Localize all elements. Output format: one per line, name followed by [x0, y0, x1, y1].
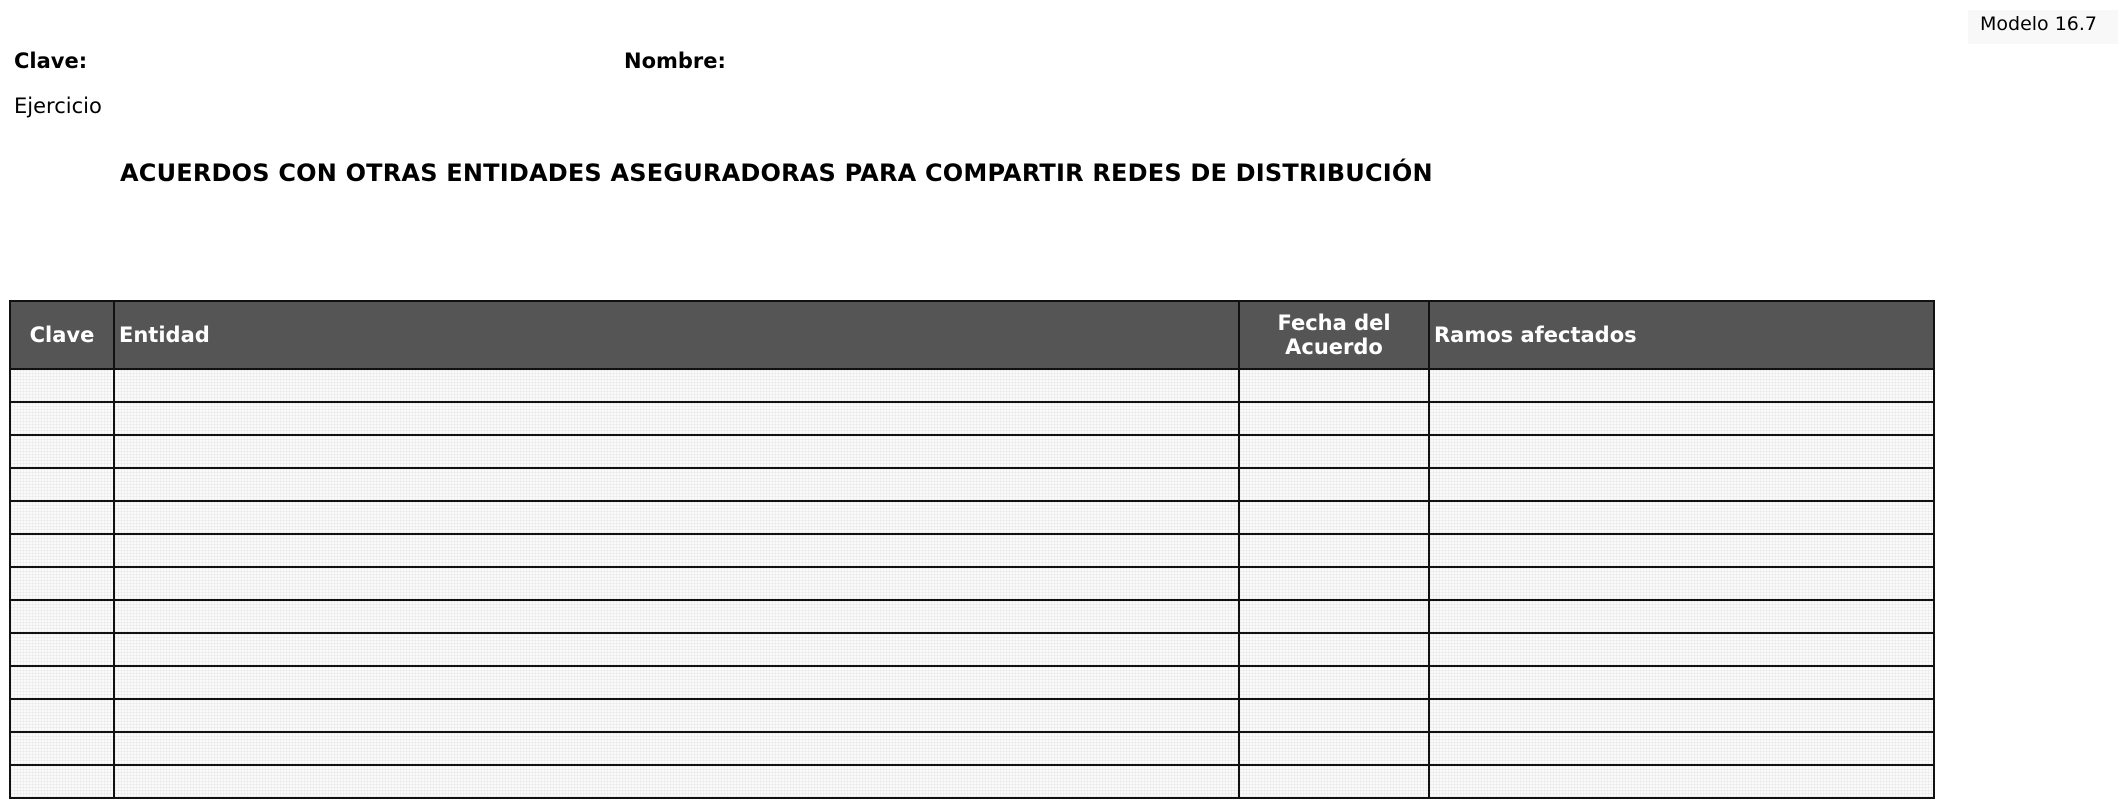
entidad-cell[interactable] — [114, 666, 1239, 699]
table-row — [10, 600, 1934, 633]
table-row — [10, 567, 1934, 600]
column-header-fecha-line2: Acuerdo — [1285, 335, 1383, 359]
fecha-cell[interactable] — [1239, 402, 1429, 435]
table-header-row — [10, 301, 1934, 369]
table-row — [10, 699, 1934, 732]
clave-cell[interactable] — [10, 732, 114, 765]
entidad-cell[interactable] — [114, 435, 1239, 468]
clave-cell[interactable] — [10, 600, 114, 633]
clave-cell[interactable] — [10, 435, 114, 468]
entidad-cell[interactable] — [114, 633, 1239, 666]
ramos-cell[interactable] — [1429, 666, 1934, 699]
table-row — [10, 435, 1934, 468]
entidad-cell[interactable] — [114, 732, 1239, 765]
table-row — [10, 633, 1934, 666]
table-row — [10, 402, 1934, 435]
entidad-cell[interactable] — [114, 699, 1239, 732]
entidad-cell[interactable] — [114, 501, 1239, 534]
clave-cell[interactable] — [10, 567, 114, 600]
table-body — [10, 369, 1934, 798]
ramos-cell[interactable] — [1429, 600, 1934, 633]
fecha-cell[interactable] — [1239, 666, 1429, 699]
table-row — [10, 666, 1934, 699]
entidad-cell[interactable] — [114, 534, 1239, 567]
ejercicio-label: Ejercicio — [14, 94, 102, 118]
table-row — [10, 468, 1934, 501]
ramos-cell[interactable] — [1429, 765, 1934, 798]
entidad-cell[interactable] — [114, 567, 1239, 600]
nombre-label: Nombre: — [624, 49, 726, 73]
ramos-cell[interactable] — [1429, 567, 1934, 600]
fecha-cell[interactable] — [1239, 501, 1429, 534]
table-row — [10, 534, 1934, 567]
ramos-cell[interactable] — [1429, 369, 1934, 402]
clave-cell[interactable] — [10, 501, 114, 534]
entidad-cell[interactable] — [114, 600, 1239, 633]
ramos-cell[interactable] — [1429, 468, 1934, 501]
fecha-cell[interactable] — [1239, 567, 1429, 600]
fecha-cell[interactable] — [1239, 468, 1429, 501]
ramos-cell[interactable] — [1429, 402, 1934, 435]
clave-cell[interactable] — [10, 402, 114, 435]
model-tag: Modelo 16.7 — [1968, 10, 2118, 44]
fecha-cell[interactable] — [1239, 699, 1429, 732]
fecha-cell[interactable] — [1239, 600, 1429, 633]
table-row — [10, 501, 1934, 534]
column-header-fecha-line1: Fecha del — [1277, 311, 1391, 335]
ramos-cell[interactable] — [1429, 534, 1934, 567]
entidad-cell[interactable] — [114, 468, 1239, 501]
clave-cell[interactable] — [10, 369, 114, 402]
fecha-cell[interactable] — [1239, 765, 1429, 798]
fecha-cell[interactable] — [1239, 435, 1429, 468]
fecha-cell[interactable] — [1239, 534, 1429, 567]
entidad-cell[interactable] — [114, 765, 1239, 798]
fecha-cell[interactable] — [1239, 633, 1429, 666]
ramos-cell[interactable] — [1429, 501, 1934, 534]
table-row — [10, 765, 1934, 798]
clave-cell[interactable] — [10, 666, 114, 699]
clave-cell[interactable] — [10, 633, 114, 666]
entidad-cell[interactable] — [114, 402, 1239, 435]
column-header-ramos-afectados: Ramos afectados — [1429, 301, 1934, 369]
ramos-cell[interactable] — [1429, 699, 1934, 732]
column-header-entidad: Entidad — [114, 301, 1239, 369]
column-header-clave: Clave — [10, 301, 114, 369]
entidad-cell[interactable] — [114, 369, 1239, 402]
ramos-cell[interactable] — [1429, 633, 1934, 666]
fecha-cell[interactable] — [1239, 369, 1429, 402]
clave-cell[interactable] — [10, 765, 114, 798]
clave-cell[interactable] — [10, 699, 114, 732]
table-row — [10, 369, 1934, 402]
agreements-table — [9, 300, 1935, 799]
clave-label: Clave: — [14, 49, 88, 73]
ramos-cell[interactable] — [1429, 732, 1934, 765]
ramos-cell[interactable] — [1429, 435, 1934, 468]
fecha-cell[interactable] — [1239, 732, 1429, 765]
clave-cell[interactable] — [10, 534, 114, 567]
column-header-fecha-del-acuerdo — [1239, 301, 1429, 369]
clave-cell[interactable] — [10, 468, 114, 501]
table-row — [10, 732, 1934, 765]
document-title: ACUERDOS CON OTRAS ENTIDADES ASEGURADORAS PARA COMPARTIR REDES DE DISTRIBUCIÓN — [120, 159, 1433, 187]
